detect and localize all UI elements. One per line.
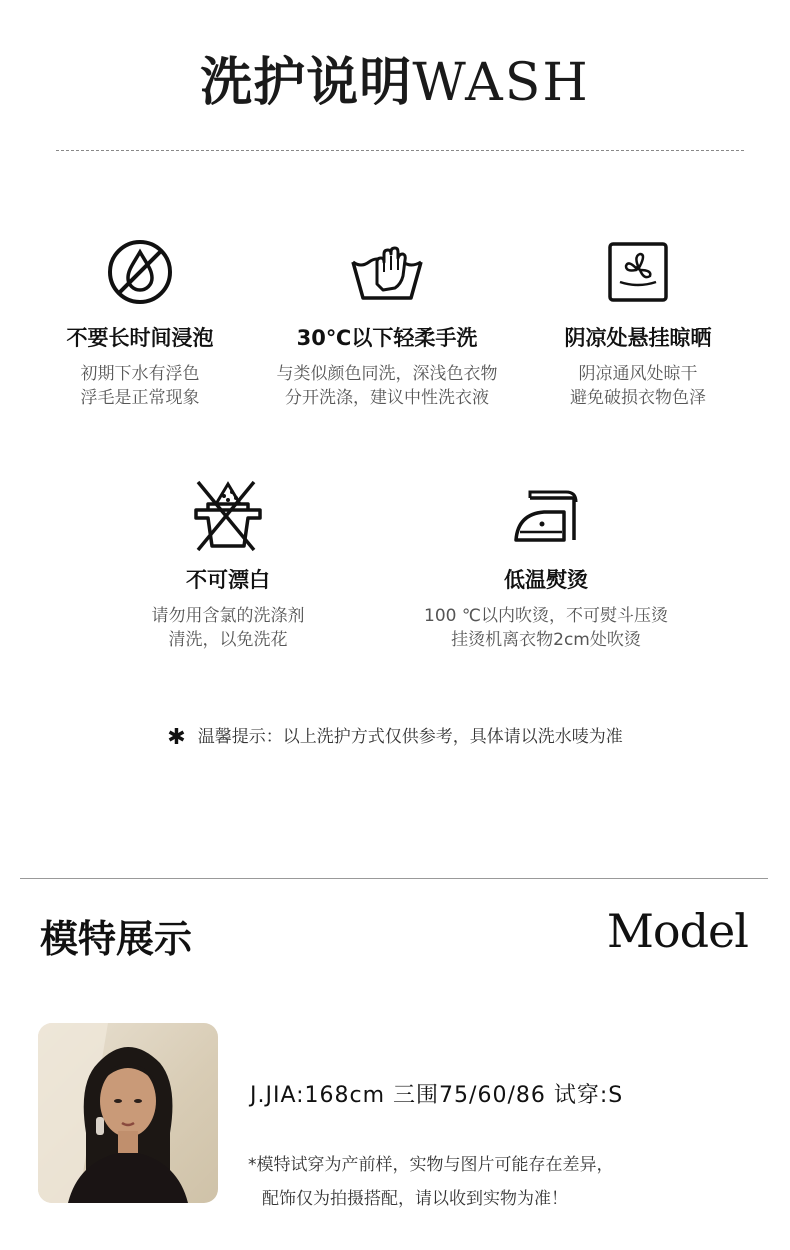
title-en: WASH [412, 53, 590, 113]
low-iron-icon [506, 474, 586, 554]
care-item-desc-line: 初期下水有浮色 [80, 364, 200, 384]
care-item-desc-line: 清洗，以免洗花 [168, 630, 288, 650]
model-spec: J.JIA:168cm 三围75/60/86 试穿:S [250, 1083, 624, 1108]
model-photo [38, 1023, 218, 1203]
care-item-name: 低温熨烫 [504, 568, 588, 592]
dashed-divider [56, 150, 744, 151]
page-title [0, 40, 790, 115]
care-item-desc-line: 挂烫机离衣物2cm处吹烫 [451, 630, 641, 650]
care-item-desc-line: 请勿用含氯的洗涤剂 [151, 606, 305, 626]
model-note-line: *模特试穿为产前样，实物与图片可能存在差异， [248, 1155, 614, 1175]
care-tip [0, 722, 790, 750]
no-bleach-icon [188, 474, 268, 554]
care-item-low-iron [381, 474, 711, 652]
care-item-name: 阴凉处悬挂晾晒 [564, 326, 712, 350]
model-section-title-en: Model [606, 904, 748, 958]
care-item-desc-line: 避免破损衣物色泽 [570, 388, 706, 408]
care-item-desc [0, 362, 280, 410]
care-item-name: 30℃以下轻柔手洗 [296, 326, 478, 350]
hand-wash-icon [347, 232, 427, 312]
care-item-desc-line: 分开洗涤，建议中性洗衣液 [285, 388, 489, 408]
tip-text: 温馨提示：以上洗护方式仅供参考，具体请以洗水唛为准 [197, 727, 623, 747]
model-portrait [38, 1023, 218, 1203]
care-item-desc [498, 362, 778, 410]
no-soak-icon [100, 232, 180, 312]
care-item-desc-line: 100 ℃以内吹烫，不可熨斗压烫 [424, 606, 668, 626]
care-item-shade-dry [498, 232, 778, 410]
care-item-desc [381, 604, 711, 652]
care-item-desc-line: 浮毛是正常现象 [80, 388, 200, 408]
title-cn: 洗护说明 [200, 53, 413, 113]
star-icon: ✱ [167, 724, 186, 750]
care-item-desc-line: 阴凉通风处晾干 [578, 364, 698, 384]
shade-dry-icon [598, 232, 678, 312]
care-item-desc [247, 362, 527, 410]
model-note-line: 配饰仅为拍摄搭配，请以收到实物为准！ [262, 1189, 568, 1209]
care-item-hand-wash [247, 232, 527, 410]
care-item-no-soak [0, 232, 280, 410]
care-item-name: 不可漂白 [186, 568, 270, 592]
care-item-desc [88, 604, 368, 652]
section-divider [20, 878, 768, 879]
care-item-desc-line: 与类似颜色同洗，深浅色衣物 [276, 364, 498, 384]
model-section-title: 模特展示 [40, 917, 193, 961]
care-item-name: 不要长时间浸泡 [66, 326, 214, 350]
care-item-no-bleach [88, 474, 368, 652]
